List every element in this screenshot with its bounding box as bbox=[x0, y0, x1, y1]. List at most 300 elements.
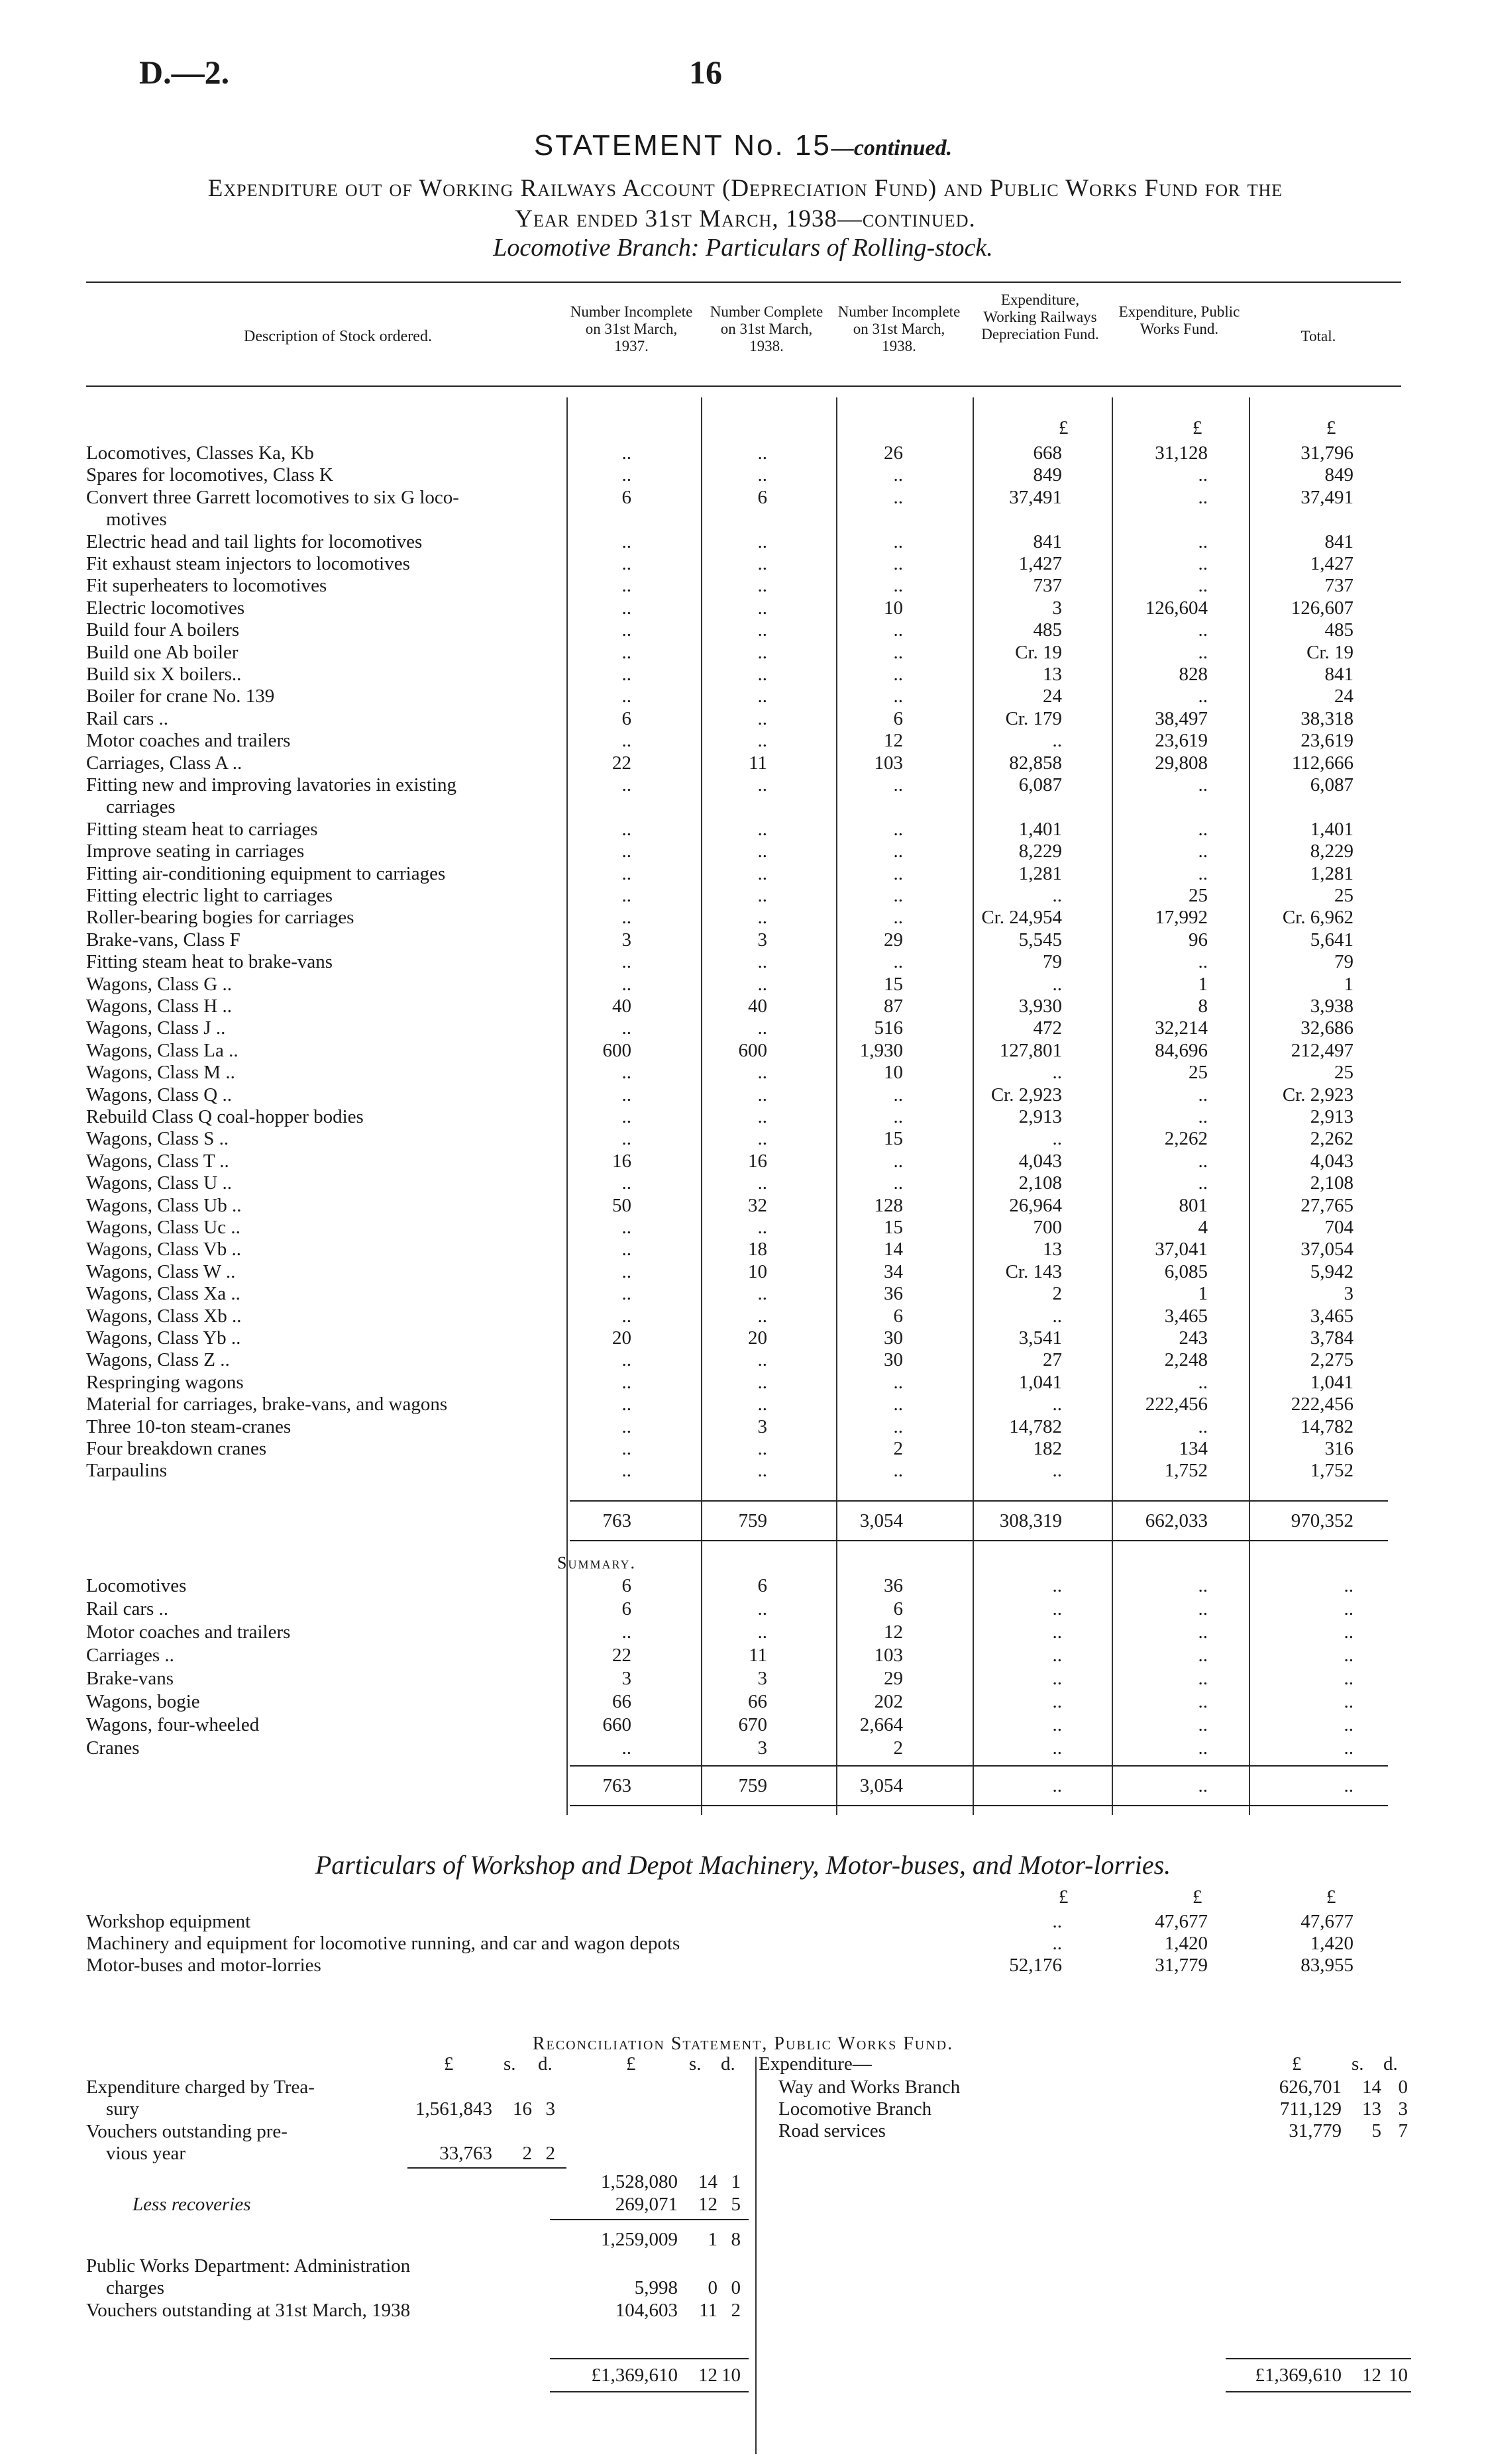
stock-cell-d: 26,964 bbox=[1009, 1195, 1062, 1216]
stock-description: Wagons, Class La .. bbox=[86, 1040, 239, 1061]
stock-cell-c: .. bbox=[893, 553, 903, 574]
stock-cell-a: .. bbox=[621, 1084, 631, 1105]
stock-row bbox=[0, 531, 1486, 554]
summary-description: Carriages .. bbox=[86, 1645, 174, 1666]
workshop-description: Motor-buses and motor-lorries bbox=[86, 1955, 321, 1976]
stock-description: Convert three Garrett locomotives to six G loco- bbox=[86, 487, 459, 508]
stock-cell-d: 2,913 bbox=[1018, 1106, 1062, 1127]
summary-cell-a: .. bbox=[621, 1737, 631, 1759]
stock-cell-c: .. bbox=[893, 885, 903, 906]
stock-cell-c: 12 bbox=[884, 730, 903, 751]
summary-cell-a: 22 bbox=[612, 1645, 631, 1666]
stock-cell-e: .. bbox=[1198, 1416, 1208, 1437]
summary-cell-a: 6 bbox=[621, 1575, 631, 1596]
summary-cell-a: 660 bbox=[602, 1714, 631, 1735]
stock-row bbox=[0, 553, 1486, 576]
stock-cell-b: .. bbox=[757, 664, 767, 685]
summary-cell-b: 11 bbox=[749, 1645, 767, 1666]
stock-description: Build one Ab boiler bbox=[86, 642, 239, 663]
rule bbox=[550, 2358, 749, 2359]
stock-cell-d: 13 bbox=[1043, 1239, 1062, 1260]
stock-cell-d: 700 bbox=[1033, 1217, 1062, 1238]
stock-cell-d: .. bbox=[1052, 1460, 1062, 1481]
treasury-label-2: sury bbox=[106, 2098, 139, 2120]
stock-description: Tarpaulins bbox=[86, 1460, 167, 1481]
stock-cell-e: 243 bbox=[1179, 1327, 1208, 1349]
stock-cell-e: 1 bbox=[1198, 974, 1208, 995]
pwd-label-2: charges bbox=[106, 2277, 165, 2298]
expenditure-item-l: 626,701 bbox=[1279, 2077, 1342, 2098]
stock-cell-f: 37,491 bbox=[1300, 487, 1353, 508]
stock-description: Brake-vans, Class F bbox=[86, 929, 240, 950]
summary-totals-top-rule bbox=[570, 1765, 1388, 1767]
stock-cell-d: 82,858 bbox=[1009, 752, 1062, 774]
stock-description: Build six X boilers.. bbox=[86, 664, 242, 685]
stock-cell-c: .. bbox=[893, 642, 903, 663]
stock-description: Wagons, Class G .. bbox=[86, 974, 232, 995]
stock-cell-e: 1,752 bbox=[1164, 1460, 1208, 1481]
stock-cell-f: 212,497 bbox=[1291, 1040, 1353, 1061]
workshop-row bbox=[0, 1955, 1486, 1977]
stock-cell-c: 10 bbox=[884, 1062, 903, 1083]
stock-cell-f: 5,942 bbox=[1310, 1261, 1353, 1282]
net1-d: 1 bbox=[731, 2171, 741, 2192]
stock-cell-a: .. bbox=[621, 1017, 631, 1039]
stock-cell-c: .. bbox=[893, 487, 903, 508]
stock-cell-b: .. bbox=[757, 1017, 767, 1039]
header-bottom-rule bbox=[86, 385, 1401, 387]
workshop-cell-d: .. bbox=[1052, 1911, 1062, 1932]
stock-row bbox=[0, 1372, 1486, 1394]
summary-description: Brake-vans bbox=[86, 1668, 174, 1689]
stock-cell-b: .. bbox=[757, 1172, 767, 1194]
stock-cell-b: 3 bbox=[757, 929, 767, 950]
stock-cell-c: .. bbox=[893, 774, 903, 796]
summary-row bbox=[0, 1621, 1486, 1644]
stock-row bbox=[0, 642, 1486, 664]
stock-cell-f: 3,465 bbox=[1310, 1306, 1353, 1327]
vouch38-l: 104,603 bbox=[615, 2300, 678, 2321]
stock-cell-a: 3 bbox=[621, 929, 631, 950]
stock-description: Respringing wagons bbox=[86, 1372, 244, 1393]
summary-cell-f: .. bbox=[1344, 1668, 1353, 1689]
stock-cell-c: 516 bbox=[874, 1017, 903, 1039]
stock-cell-d: .. bbox=[1052, 1062, 1062, 1083]
stock-description: Wagons, Class Yb .. bbox=[86, 1327, 241, 1349]
col-header-description: Description of Stock ordered. bbox=[244, 328, 432, 345]
stock-description: Wagons, Class J .. bbox=[86, 1017, 226, 1039]
stock-cell-f: Cr. 6,962 bbox=[1282, 907, 1353, 928]
stock-cell-e: .. bbox=[1198, 487, 1208, 508]
stock-cell-b: 3 bbox=[757, 1416, 767, 1437]
stock-cell-d: Cr. 2,923 bbox=[990, 1084, 1062, 1105]
stock-row bbox=[0, 1416, 1486, 1439]
stock-cell-c: 26 bbox=[884, 442, 903, 464]
stock-cell-f: 2,913 bbox=[1310, 1106, 1353, 1127]
treasury-l: 1,561,843 bbox=[415, 2098, 492, 2120]
stock-cell-e: .. bbox=[1198, 686, 1208, 707]
stock-cell-f: 25 bbox=[1334, 1062, 1353, 1083]
stock-cell-e: 32,214 bbox=[1155, 1017, 1208, 1039]
stock-description: Motor coaches and trailers bbox=[86, 730, 291, 751]
stock-cell-e: .. bbox=[1198, 819, 1208, 840]
summary-cell-b: 670 bbox=[738, 1714, 767, 1735]
stock-description: Spares for locomotives, Class K bbox=[86, 464, 333, 486]
stock-cell-f: 3,784 bbox=[1310, 1327, 1353, 1349]
stock-cell-f: 1,752 bbox=[1310, 1460, 1353, 1481]
summary-row bbox=[0, 1668, 1486, 1690]
stock-cell-e: 84,696 bbox=[1155, 1040, 1208, 1061]
stock-description: Electric head and tail lights for locomotives bbox=[86, 531, 423, 552]
stock-cell-e: 38,497 bbox=[1155, 708, 1208, 729]
summary-row bbox=[0, 1737, 1486, 1760]
stock-cell-e: 37,041 bbox=[1155, 1239, 1208, 1260]
stock-cell-c: 30 bbox=[884, 1349, 903, 1370]
stock-cell-b: 600 bbox=[738, 1040, 767, 1061]
stock-description: Wagons, Class Uc .. bbox=[86, 1217, 240, 1238]
stock-cell-a: 22 bbox=[612, 752, 631, 774]
stock-row bbox=[0, 1394, 1486, 1416]
summary-cell-b: 6 bbox=[757, 1575, 767, 1596]
stock-row bbox=[0, 1349, 1486, 1372]
stock-description: Wagons, Class Xb .. bbox=[86, 1306, 242, 1327]
stock-cell-e: 2,248 bbox=[1164, 1349, 1208, 1370]
sum-total-wra: .. bbox=[1052, 1775, 1062, 1796]
stock-row bbox=[0, 774, 1486, 797]
stock-cell-b: .. bbox=[757, 1438, 767, 1459]
currency-wra: £ bbox=[1059, 417, 1069, 438]
stock-cell-a: .. bbox=[621, 619, 631, 641]
summary-cell-c: 12 bbox=[884, 1621, 903, 1643]
vouch38-d: 2 bbox=[731, 2300, 741, 2321]
vouch38-s: 11 bbox=[699, 2300, 717, 2321]
stock-cell-d: .. bbox=[1052, 1394, 1062, 1415]
stock-row bbox=[0, 996, 1486, 1018]
stock-description: Wagons, Class Q .. bbox=[86, 1084, 232, 1105]
stock-cell-f: 4,043 bbox=[1310, 1151, 1353, 1172]
stock-row bbox=[0, 1283, 1486, 1306]
summary-cell-c: 6 bbox=[893, 1598, 903, 1619]
expenditure-item-s: 5 bbox=[1371, 2120, 1381, 2141]
stock-row bbox=[0, 951, 1486, 974]
stock-cell-d: .. bbox=[1052, 1306, 1062, 1327]
stock-description: Rebuild Class Q coal-hopper bodies bbox=[86, 1106, 364, 1127]
workshop-description: Workshop equipment bbox=[86, 1911, 251, 1932]
lsd-s-1: s. bbox=[504, 2053, 516, 2075]
summary-totals-row bbox=[0, 1775, 1486, 1798]
stock-cell-e: 25 bbox=[1189, 1062, 1208, 1083]
stock-cell-a: .. bbox=[621, 664, 631, 685]
stock-row bbox=[0, 1239, 1486, 1261]
stock-description: Fit superheaters to locomotives bbox=[86, 575, 327, 596]
stock-cell-f: 3,938 bbox=[1310, 996, 1353, 1017]
stock-cell-b: .. bbox=[757, 575, 767, 596]
stock-row bbox=[0, 885, 1486, 907]
stock-cell-b: 11 bbox=[749, 752, 767, 774]
summary-cell-c: 2,664 bbox=[859, 1714, 903, 1735]
stock-row bbox=[0, 1151, 1486, 1173]
stock-description: Wagons, Class S .. bbox=[86, 1128, 229, 1149]
summary-cell-b: .. bbox=[757, 1621, 767, 1643]
stock-cell-f: 704 bbox=[1324, 1217, 1353, 1238]
stock-row bbox=[0, 1040, 1486, 1062]
summary-row bbox=[0, 1575, 1486, 1598]
workshop-cell-e: 47,677 bbox=[1155, 1911, 1208, 1932]
col-header-complete-1938: Number Complete on 31st March, 1938. bbox=[710, 303, 823, 354]
summary-cell-f: .. bbox=[1344, 1691, 1353, 1712]
stock-cell-d: 2 bbox=[1052, 1283, 1062, 1304]
stock-cell-a: .. bbox=[621, 597, 631, 619]
stock-cell-a: .. bbox=[621, 974, 631, 995]
stock-cell-b: 32 bbox=[748, 1195, 767, 1216]
summary-cell-e: .. bbox=[1198, 1645, 1208, 1666]
stock-row bbox=[0, 841, 1486, 863]
workshop-description: Machinery and equipment for locomotive running, and car and wagon depots bbox=[86, 1933, 680, 1954]
currency-total: £ bbox=[1326, 417, 1336, 438]
expenditure-item-label: Locomotive Branch bbox=[778, 2098, 932, 2120]
stock-cell-a: .. bbox=[621, 1261, 631, 1282]
stock-cell-f: 485 bbox=[1324, 619, 1353, 641]
lsd-l-2: £ bbox=[626, 2053, 636, 2075]
stock-cell-e: .. bbox=[1198, 1084, 1208, 1105]
stock-cell-a: .. bbox=[621, 553, 631, 574]
expenditure-item-label: Way and Works Branch bbox=[778, 2077, 961, 2098]
stock-row bbox=[0, 1327, 1486, 1350]
stock-cell-b: .. bbox=[757, 974, 767, 995]
stock-cell-c: .. bbox=[893, 1372, 903, 1393]
summary-description: Rail cars .. bbox=[86, 1598, 169, 1619]
summary-cell-d: .. bbox=[1052, 1714, 1062, 1735]
net2-l: 1,259,009 bbox=[601, 2229, 678, 2250]
stock-row bbox=[0, 1217, 1486, 1239]
stock-row bbox=[0, 686, 1486, 708]
summary-row bbox=[0, 1598, 1486, 1621]
stock-cell-c: 87 bbox=[884, 996, 903, 1017]
stock-cell-f: 5,641 bbox=[1310, 929, 1353, 950]
stock-cell-e: .. bbox=[1198, 1372, 1208, 1393]
stock-cell-d: 1,041 bbox=[1018, 1372, 1062, 1393]
stock-cell-d: Cr. 19 bbox=[1015, 642, 1062, 663]
stock-description: Wagons, Class Xa .. bbox=[86, 1283, 240, 1304]
summary-cell-d: .. bbox=[1052, 1737, 1062, 1759]
summary-cell-d: .. bbox=[1052, 1621, 1062, 1643]
sum-total-inc1938: 3,054 bbox=[859, 1775, 903, 1796]
stock-cell-d: .. bbox=[1052, 730, 1062, 751]
summary-cell-f: .. bbox=[1344, 1621, 1353, 1643]
stock-cell-e: .. bbox=[1198, 531, 1208, 552]
stock-cell-b: 6 bbox=[757, 487, 767, 508]
stock-description: Carriages, Class A .. bbox=[86, 752, 242, 774]
stock-cell-d: 1,281 bbox=[1018, 863, 1062, 884]
lsd-s-3: s. bbox=[1352, 2053, 1364, 2075]
stock-cell-c: 2 bbox=[893, 1438, 903, 1459]
stock-cell-f: 2,108 bbox=[1310, 1172, 1353, 1194]
stock-cell-b: .. bbox=[757, 464, 767, 486]
vouchers-l: 33,763 bbox=[439, 2143, 492, 2164]
stock-cell-a: 600 bbox=[602, 1040, 631, 1061]
summary-cell-f: .. bbox=[1344, 1645, 1353, 1666]
summary-description: Motor coaches and trailers bbox=[86, 1621, 291, 1643]
stock-cell-e: 23,619 bbox=[1155, 730, 1208, 751]
stock-cell-b: .. bbox=[757, 1106, 767, 1127]
pwd-label-1: Public Works Department: Administration bbox=[86, 2255, 411, 2277]
right-total-d: 10 bbox=[1389, 2365, 1408, 2386]
stock-cell-a: .. bbox=[621, 1372, 631, 1393]
right-total-l: £1,369,610 bbox=[1255, 2365, 1342, 2386]
summary-description: Locomotives bbox=[86, 1575, 187, 1596]
stock-description: Wagons, Class Z .. bbox=[86, 1349, 230, 1370]
stock-description: Locomotives, Classes Ka, Kb bbox=[86, 442, 314, 464]
stock-row bbox=[0, 487, 1486, 509]
title-line-1: Expenditure out of Working Railways Account (Depreciation Fund) and Public Works Fund for the bbox=[207, 175, 1283, 202]
lsd-d-2: d. bbox=[721, 2053, 735, 2075]
ws-currency-pwf: £ bbox=[1193, 1886, 1202, 1908]
summary-cell-f: .. bbox=[1344, 1737, 1353, 1759]
stock-cell-a: .. bbox=[621, 1306, 631, 1327]
stock-cell-b: .. bbox=[757, 863, 767, 884]
stock-description: Material for carriages, brake-vans, and wagons bbox=[86, 1394, 448, 1415]
stock-cell-e: .. bbox=[1198, 464, 1208, 486]
summary-cell-f: .. bbox=[1344, 1714, 1353, 1735]
stock-cell-e: 6,085 bbox=[1164, 1261, 1208, 1282]
stock-cell-b: .. bbox=[757, 951, 767, 972]
stock-cell-b: 16 bbox=[748, 1151, 767, 1172]
stock-cell-f: 6,087 bbox=[1310, 774, 1353, 796]
expenditure-heading: Expenditure— bbox=[759, 2053, 872, 2075]
stock-cell-b: .. bbox=[757, 1283, 767, 1304]
stock-row bbox=[0, 619, 1486, 642]
summary-cell-b: 66 bbox=[748, 1691, 767, 1712]
stock-cell-b: 20 bbox=[748, 1327, 767, 1349]
stock-row bbox=[0, 442, 1486, 465]
summary-cell-e: .. bbox=[1198, 1598, 1208, 1619]
summary-cell-e: .. bbox=[1198, 1691, 1208, 1712]
stock-cell-c: .. bbox=[893, 1416, 903, 1437]
stock-cell-d: 5,545 bbox=[1018, 929, 1062, 950]
stock-row bbox=[0, 1128, 1486, 1151]
stock-cell-a: 20 bbox=[612, 1327, 631, 1349]
summary-cell-a: .. bbox=[621, 1621, 631, 1643]
sum-total-inc1937: 763 bbox=[602, 1775, 631, 1796]
vouchers-d: 2 bbox=[545, 2143, 555, 2164]
stock-row bbox=[0, 1460, 1486, 1482]
stock-cell-c: .. bbox=[893, 1106, 903, 1127]
col-header-incomplete-1938: Number Incomplete on 31st March, 1938. bbox=[837, 303, 961, 354]
stock-cell-e: 2,262 bbox=[1164, 1128, 1208, 1149]
stock-cell-c: .. bbox=[893, 531, 903, 552]
summary-cell-d: .. bbox=[1052, 1691, 1062, 1712]
stock-cell-b: .. bbox=[757, 1128, 767, 1149]
stock-cell-c: .. bbox=[893, 841, 903, 862]
stock-description: Fitting air-conditioning equipment to carriages bbox=[86, 863, 446, 884]
stock-cell-a: .. bbox=[621, 1172, 631, 1194]
expenditure-item-s: 14 bbox=[1362, 2077, 1381, 2098]
net1-l: 1,528,080 bbox=[601, 2171, 678, 2192]
stock-cell-d: 849 bbox=[1033, 464, 1062, 486]
stock-row bbox=[0, 863, 1486, 886]
stock-row bbox=[0, 796, 1486, 819]
stock-cell-b: .. bbox=[757, 619, 767, 641]
stock-cell-f: 126,607 bbox=[1291, 597, 1353, 619]
summary-cell-b: 3 bbox=[757, 1737, 767, 1759]
stock-cell-c: 29 bbox=[884, 929, 903, 950]
stock-cell-a: .. bbox=[621, 863, 631, 884]
stock-cell-c: .. bbox=[893, 1172, 903, 1194]
stock-description: Build four A boilers bbox=[86, 619, 240, 641]
less-d: 5 bbox=[731, 2194, 741, 2215]
col-header-wra-expenditure: Expenditure, Working Railways Depreciation Fund. bbox=[981, 291, 1099, 342]
less-s: 12 bbox=[698, 2194, 717, 2215]
stock-cell-e: 31,128 bbox=[1155, 442, 1208, 464]
stock-cell-b: .. bbox=[757, 1460, 767, 1481]
rule bbox=[1226, 2358, 1411, 2359]
stock-cell-c: .. bbox=[893, 863, 903, 884]
reconciliation-title: Reconciliation Statement, Public Works Fund. bbox=[532, 2033, 954, 2054]
stock-cell-c: 6 bbox=[893, 1306, 903, 1327]
treasury-label-1: Expenditure charged by Trea- bbox=[86, 2077, 315, 2098]
stock-cell-f: Cr. 19 bbox=[1306, 642, 1353, 663]
stock-cell-e: 29,808 bbox=[1155, 752, 1208, 774]
stock-cell-f: 3 bbox=[1344, 1283, 1353, 1304]
stock-cell-d: Cr. 24,954 bbox=[981, 907, 1062, 928]
stock-cell-d: 13 bbox=[1043, 664, 1062, 685]
total-wra: 308,319 bbox=[999, 1510, 1062, 1531]
stock-cell-a: .. bbox=[621, 1062, 631, 1083]
summary-cell-c: 202 bbox=[874, 1691, 903, 1712]
stock-cell-a: 6 bbox=[621, 708, 631, 729]
total-comp1938: 759 bbox=[738, 1510, 767, 1531]
stock-cell-c: .. bbox=[893, 819, 903, 840]
stock-cell-f: 222,456 bbox=[1291, 1394, 1353, 1415]
stock-cell-c: 6 bbox=[893, 708, 903, 729]
vouchers-label-2: vious year bbox=[106, 2143, 186, 2164]
summary-cell-f: .. bbox=[1344, 1575, 1353, 1596]
stock-row bbox=[0, 597, 1486, 620]
stock-cell-d: 37,491 bbox=[1009, 487, 1062, 508]
totals-row bbox=[0, 1510, 1486, 1533]
stock-cell-c: 103 bbox=[874, 752, 903, 774]
stock-cell-e: .. bbox=[1198, 1106, 1208, 1127]
stock-cell-d: 3,541 bbox=[1018, 1327, 1062, 1349]
stock-cell-c: .. bbox=[893, 1151, 903, 1172]
stock-cell-a: .. bbox=[621, 841, 631, 862]
stock-cell-a: .. bbox=[621, 642, 631, 663]
stock-cell-b: .. bbox=[757, 642, 767, 663]
stock-cell-f: 8,229 bbox=[1310, 841, 1353, 862]
stock-cell-f: 37,054 bbox=[1300, 1239, 1353, 1260]
summary-cell-b: .. bbox=[757, 1598, 767, 1619]
stock-description: Roller-bearing bogies for carriages bbox=[86, 907, 354, 928]
lsd-s-2: s. bbox=[689, 2053, 702, 2075]
summary-cell-d: .. bbox=[1052, 1575, 1062, 1596]
summary-cell-d: .. bbox=[1052, 1598, 1062, 1619]
stock-row bbox=[0, 509, 1486, 531]
net1-s: 14 bbox=[698, 2171, 717, 2192]
summary-description: Wagons, bogie bbox=[86, 1691, 200, 1712]
stock-cell-e: .. bbox=[1198, 1172, 1208, 1194]
vouchers-1938-label: Vouchers outstanding at 31st March, 1938 bbox=[86, 2300, 411, 2321]
summary-row bbox=[0, 1714, 1486, 1737]
ws-currency-wra: £ bbox=[1059, 1886, 1069, 1908]
stock-cell-f: 841 bbox=[1324, 664, 1353, 685]
summary-cell-e: .. bbox=[1198, 1575, 1208, 1596]
total-total: 970,352 bbox=[1291, 1510, 1353, 1531]
stock-cell-d: Cr. 143 bbox=[1005, 1261, 1062, 1282]
stock-cell-c: .. bbox=[893, 1084, 903, 1105]
summary-cell-e: .. bbox=[1198, 1621, 1208, 1643]
stock-cell-d: 182 bbox=[1033, 1438, 1062, 1459]
stock-cell-a: 50 bbox=[612, 1195, 631, 1216]
